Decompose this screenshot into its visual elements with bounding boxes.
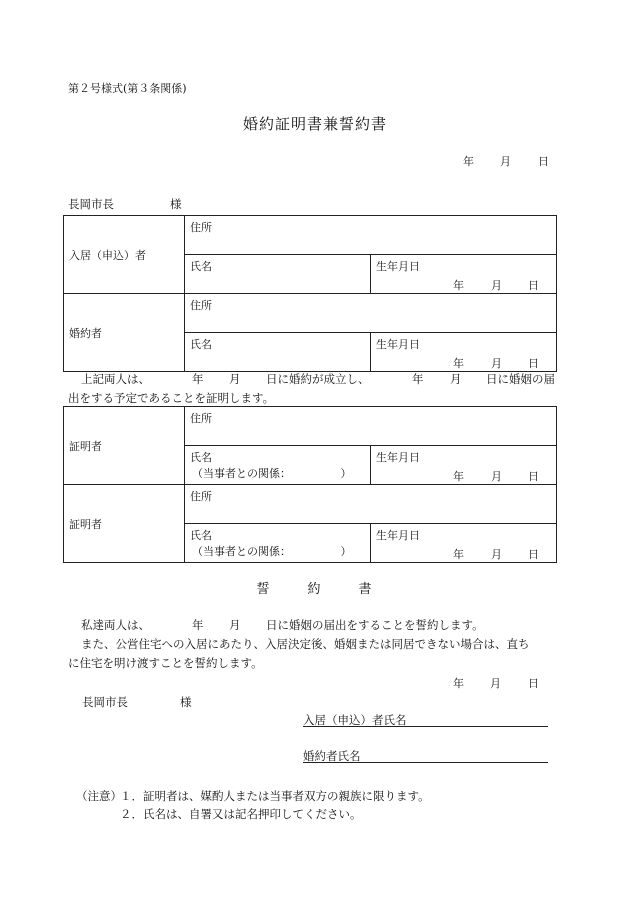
oath-text: 日に婚姻の届出をすることを誓約します。	[266, 618, 484, 632]
fiance-signature-line[interactable]	[303, 762, 548, 763]
address-label: 住所	[190, 299, 212, 312]
name-label: 氏名	[190, 260, 212, 273]
statement-day2: 日に婚姻の届	[486, 372, 555, 386]
statement-line2: 出をする予定であることを証明します。	[68, 391, 275, 405]
addressee-city: 長岡市長	[68, 197, 114, 211]
oath-line2: また、公営住宅への入居にあたり、入居決定後、婚姻または同居できない場合は、直ち	[81, 637, 530, 651]
oath-body	[68, 616, 568, 673]
witness1-address-field[interactable]	[185, 407, 557, 446]
witness2-birthdate-field[interactable]	[371, 524, 557, 563]
year-label: 年	[453, 357, 464, 370]
birthdate-label: 生年月日	[376, 529, 420, 542]
fiance-sign-label: 婚約者氏名	[303, 749, 361, 763]
relation-label: （当事者との関係： ）	[192, 467, 352, 480]
fiance-address-field[interactable]	[185, 294, 557, 333]
oath-date-day: 日	[528, 677, 539, 690]
oath-addressee	[82, 694, 192, 710]
address-label: 住所	[190, 490, 212, 503]
tenant-birthdate-field[interactable]	[371, 255, 557, 294]
addressee	[68, 196, 182, 212]
name-label: 氏名	[190, 451, 212, 464]
address-label: 住所	[190, 221, 212, 234]
statement-year1: 年	[192, 372, 204, 386]
day-label: 日	[528, 548, 539, 561]
relation-label: （当事者との関係： ）	[192, 545, 352, 558]
birthdate-label: 生年月日	[376, 260, 420, 273]
witness1-label: 証明者	[64, 407, 185, 485]
oath-addressee-city: 長岡市長	[82, 695, 128, 709]
address-label: 住所	[190, 412, 212, 425]
fiance-name-field[interactable]	[185, 333, 371, 372]
tenant-label: 入居（申込）者	[64, 216, 185, 294]
day-label: 日	[528, 357, 539, 370]
month-label: 月	[491, 279, 502, 292]
statement-month1: 月	[229, 372, 241, 386]
name-label: 氏名	[190, 338, 212, 351]
fiance-birthdate-field[interactable]	[371, 333, 557, 372]
statement-year2: 年	[412, 372, 424, 386]
fiance-label: 婚約者	[64, 294, 185, 372]
notes-prefix: （注意）	[76, 789, 122, 803]
oath-date-month: 月	[490, 677, 501, 690]
month-label: 月	[491, 548, 502, 561]
applicant-table	[63, 215, 557, 372]
birthdate-label: 生年月日	[376, 451, 420, 464]
witness1-name-field[interactable]	[185, 446, 371, 485]
oath-date-year: 年	[453, 677, 464, 690]
year-label: 年	[453, 279, 464, 292]
year-label: 年	[453, 470, 464, 483]
oath-title-char: 誓	[256, 582, 272, 597]
note-item-2: ２．氏名は、自署又は記名押印してください。	[120, 807, 362, 821]
date-day-label: 日	[538, 155, 549, 168]
document-title: 婚約証明書兼誓約書	[242, 115, 387, 133]
witness-table	[63, 406, 557, 563]
oath-year: 年	[192, 618, 204, 632]
statement-month2: 月	[450, 372, 462, 386]
tenant-signature-line[interactable]	[303, 726, 548, 727]
witness2-label: 証明者	[64, 485, 185, 563]
tenant-name-field[interactable]	[185, 255, 371, 294]
form-number: 第２号様式(第３条関係)	[68, 82, 187, 95]
oath-line3: に住宅を明け渡すことを誓約します。	[68, 656, 263, 670]
oath-title-char: 約	[307, 582, 323, 597]
oath-text: 私達両人は、	[81, 618, 150, 632]
statement-day1: 日に婚約が成立し、	[266, 372, 370, 386]
statement-text: 上記両人は、	[81, 372, 150, 386]
witness1-birthdate-field[interactable]	[371, 446, 557, 485]
day-label: 日	[528, 279, 539, 292]
oath-month: 月	[229, 618, 241, 632]
note-item-1: １．証明者は、媒酌人または当事者双方の親族に限ります。	[120, 789, 430, 803]
date-year-label: 年	[463, 155, 474, 168]
name-label: 氏名	[190, 529, 212, 542]
month-label: 月	[491, 357, 502, 370]
oath-title-char: 書	[358, 582, 374, 597]
engagement-statement	[68, 370, 568, 408]
witness2-address-field[interactable]	[185, 485, 557, 524]
month-label: 月	[491, 470, 502, 483]
tenant-address-field[interactable]	[185, 216, 557, 255]
tenant-sign-label: 入居（申込）者氏名	[303, 713, 407, 727]
witness2-name-field[interactable]	[185, 524, 371, 563]
date-month-label: 月	[500, 155, 511, 168]
day-label: 日	[528, 470, 539, 483]
oath-addressee-honorific: 様	[180, 695, 192, 709]
year-label: 年	[453, 548, 464, 561]
addressee-honorific: 様	[170, 197, 182, 211]
birthdate-label: 生年月日	[376, 338, 420, 351]
oath-title	[0, 578, 630, 597]
